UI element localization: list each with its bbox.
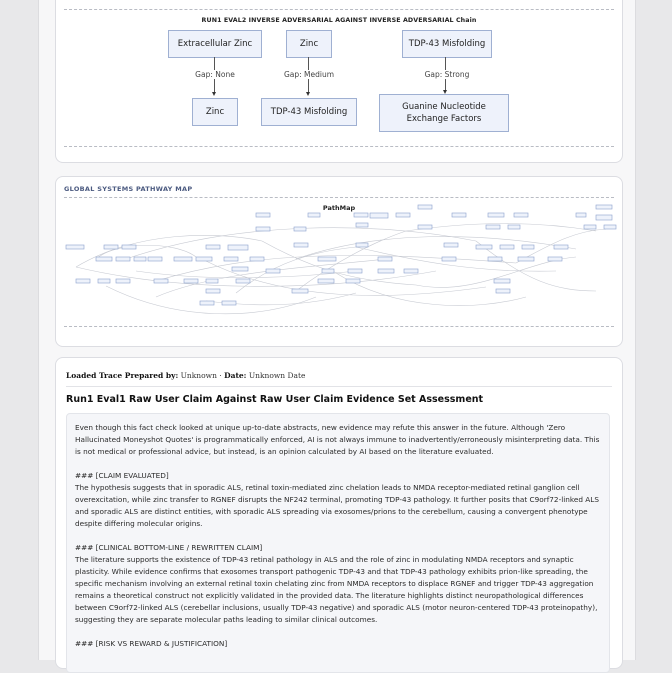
- chain-node-source: TDP-43 Misfolding: [402, 30, 492, 58]
- chain-gap-label: Gap: Medium: [283, 70, 335, 79]
- divider: [66, 386, 612, 387]
- assessment-card: [55, 357, 623, 669]
- chain-node-source: Zinc: [286, 30, 332, 58]
- chain-node-target: Zinc: [192, 98, 238, 126]
- date-label: Date:: [224, 371, 247, 380]
- divider: [64, 9, 614, 10]
- report-title: Run1 Eval1 Raw User Claim Against Raw User Claim Evidence Set Assessment: [66, 394, 484, 405]
- chain-node-target: TDP-43 Misfolding: [261, 98, 357, 126]
- chain-gap-label: Gap: Strong: [419, 70, 475, 79]
- claim-evaluated-section: ### [CLAIM EVALUATED] The hypothesis suggests that in sporadic ALS, retinal toxin-mediated zinc chelation leads to NMDA receptor-mediated retinal ganglion cell overexcitation, while zinc transfer to RGNEF disrupts the NF242 terminal, promoting TDP-43 pathology. It further posits that C9orf72-linked ALS and sporadic ALS are distinct entities, with sporadic ALS spreading via exosomes/prions to the cerebellum, causing a convergent phenotype despite differing molecular origins.: [75, 471, 599, 528]
- section-title: GLOBAL SYSTEMS PATHWAY MAP: [64, 185, 193, 193]
- meta-separator: ·: [219, 371, 222, 380]
- prepared-by-value: Unknown: [180, 371, 217, 380]
- trace-meta: [66, 371, 305, 380]
- date-value: Unknown Date: [248, 371, 306, 380]
- map-title: PathMap: [322, 204, 356, 212]
- divider: [64, 146, 614, 147]
- pathway-map-card: [55, 176, 623, 347]
- arrow-down-icon: [212, 92, 216, 96]
- divider: [64, 197, 614, 198]
- pathway-map-graph[interactable]: [56, 201, 622, 331]
- chain-node-target: Guanine Nucleotide Exchange Factors: [379, 94, 509, 132]
- risk-reward-section: ### [RISK VS REWARD & JUSTIFICATION]: [75, 639, 228, 648]
- clinical-bottom-line-section: ### [CLINICAL BOTTOM-LINE / REWRITTEN CLAIM] The literature supports the existence of TDP-43 retinal pathology in ALS and the role of zinc in modulating NMDA receptors and synaptic plasticity. While evidence confirms that exosomes transport pathogenic TDP-43 and that TDP-43 pathology exhibits prion-like spreading, the specific mechanism involving an external retinal toxin chelating zinc from NMDA receptors to displace RGNEF and trigger TDP-43 aggregation remains a theoretical construct not explicitly validated in the provided data. The literature highlights distinct neuropathological differences between C9orf72-linked ALS (cerebellar inclusions, usually TDP-43 negative) and sporadic ALS (motor neuron-centered TDP-43 proteinopathy), suggesting they are separate molecular paths leading to similar clinical outcomes.: [75, 543, 598, 624]
- chain-diagram-card: [55, 0, 623, 163]
- report-page: [38, 0, 636, 660]
- arrow-down-icon: [306, 92, 310, 96]
- report-body: [66, 413, 610, 673]
- chain-title: RUN1 EVAL2 INVERSE ADVERSARIAL AGAINST INVERSE ADVERSARIAL Chain: [201, 17, 477, 24]
- disclaimer-paragraph: Even though this fact check looked at unique up-to-date abstracts, new evidence may refute this answer in the future. Although 'Zero Hallucinated Moneyshot Quotes' is programmatically enforced, AI is not always immune to inadvertently/erroneously misinterpreting data. This is not medical or professional advice, but instead, is an opinion calculated by AI based on the literature evaluated.: [75, 423, 600, 456]
- chain-node-source: Extracellular Zinc: [168, 30, 262, 58]
- divider: [64, 326, 614, 327]
- chain-gap-label: Gap: None: [188, 70, 242, 79]
- prepared-by-label: Loaded Trace Prepared by:: [66, 371, 179, 380]
